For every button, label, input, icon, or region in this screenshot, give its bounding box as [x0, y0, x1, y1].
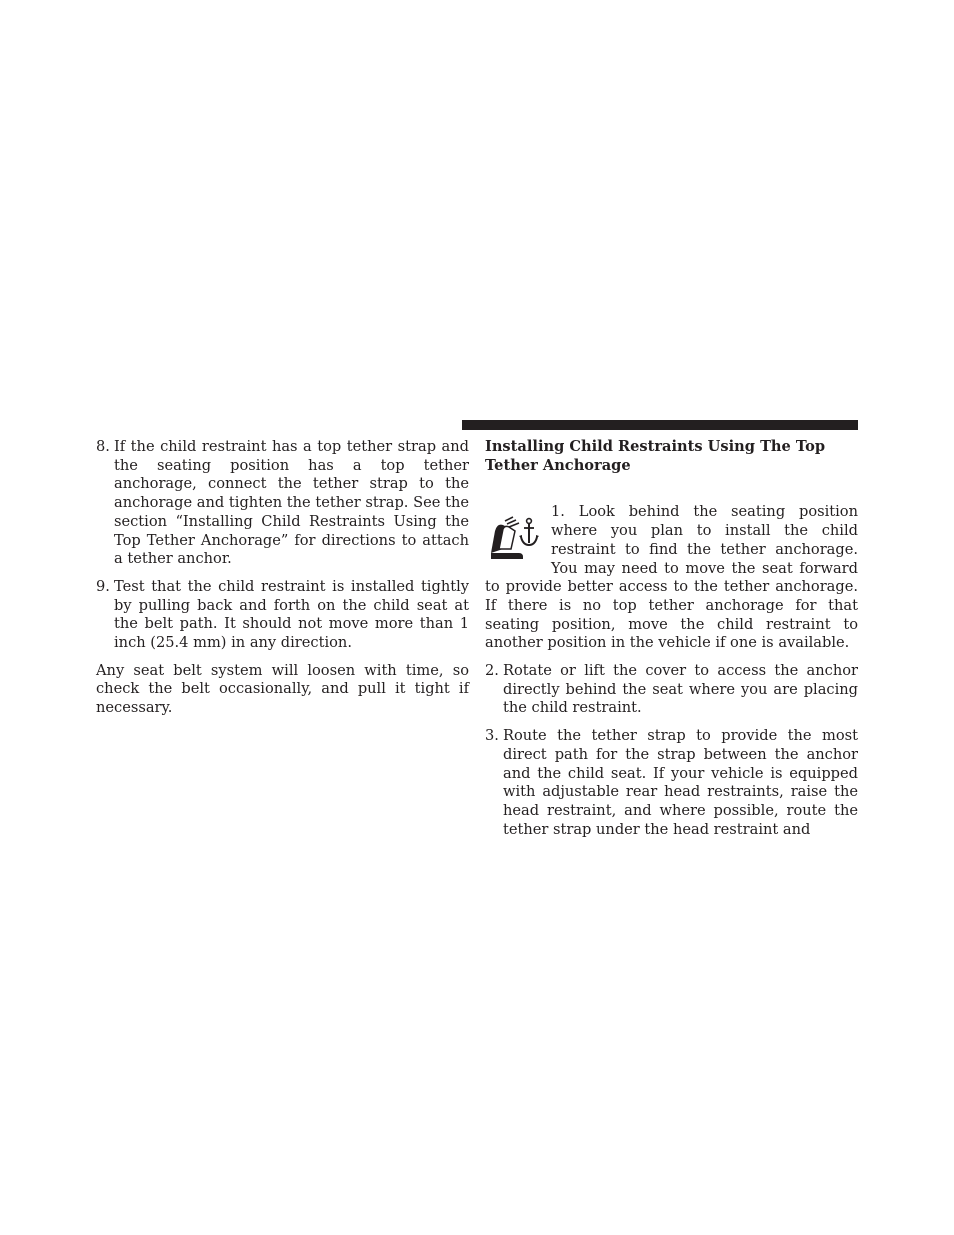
list-item [96, 578, 469, 653]
tether-anchor-icon [485, 509, 545, 565]
list-item-number: 3. [485, 727, 499, 745]
list-item-number: 9. [96, 577, 110, 595]
body-paragraph: Any seat belt system will loosen with time, so check the belt occasionally, and pull it tight if necessary. [96, 661, 469, 717]
list-item-text: Route the tether strap to provide the most direct path for the strap between the anchor and the child seat. If your vehicle is equipped with adjustable rear head restraints, raise the head restraint, and where possible, route the tether strap under the head restraint and [503, 727, 858, 838]
list-item-number: 8. [96, 438, 110, 455]
section-heading: Installing Child Restraints Using The Top Tether Anchorage [485, 438, 826, 474]
list-item [485, 662, 858, 718]
list-item-number: 2. [485, 662, 499, 680]
left-column [96, 438, 469, 727]
list-item [485, 727, 858, 839]
right-column [485, 438, 858, 848]
section-header-bar [462, 420, 858, 430]
list-item [96, 438, 469, 569]
list-item-text: Test that the child restraint is installed tightly by pulling back and forth on the child seat at the belt path. It should not move more than 1 inch (25.4 mm) in any direction. [114, 577, 469, 652]
list-item-text: 1. Look behind the seating position where you plan to install the child restraint to find the tether anchorage. You may need to move the seat forward to provide better access to the tether anchorage. If there is no top tether anchorage for that seating position, move the child restraint to another position in the vehicle if one is available. [485, 503, 858, 652]
list-item-text: If the child restraint has a top tether strap and the seating position has a top tether anchorage, connect the tether strap to the anchorage and tighten the tether strap. See the section “Installing Child Restraints Using the Top Tether Anchorage” for directions to attach a tether anchor. [114, 438, 469, 568]
list-item-text: Rotate or lift the cover to access the anchor directly behind the seat where you are placing the child restraint. [503, 662, 858, 717]
